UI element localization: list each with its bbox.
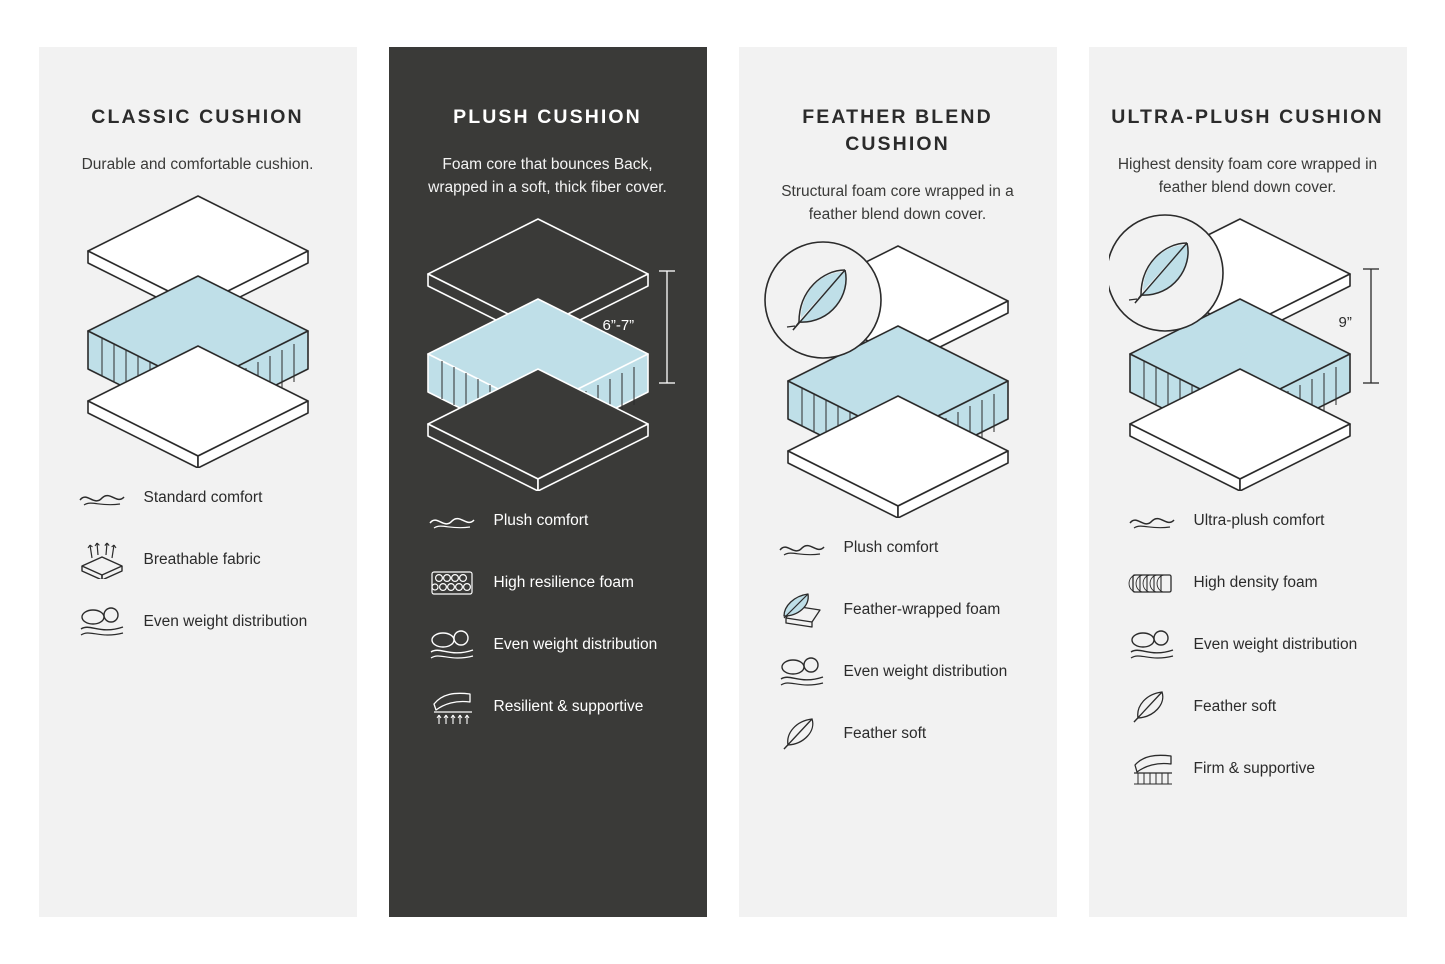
wave-icon [76,478,128,518]
feature-item [776,652,1020,692]
feature-item [1126,625,1370,665]
card-description: Foam core that bounces Back, wrapped in a soft, thick fiber cover. [428,156,667,196]
firm-support-icon [1126,749,1178,789]
feature-label: Standard comfort [143,489,263,506]
card-title: FEATHER BLEND CUSHION [802,106,993,155]
feature-item [1126,749,1370,789]
breathable-fabric-icon [76,540,128,580]
weight-distribution-icon [76,602,128,642]
feature-label: Resilient & supportive [493,698,644,715]
cushion-diagram-classic [59,188,337,468]
feather-badge [765,242,881,358]
card-description: Highest density foam core wrapped in feather blend down cover. [1117,156,1378,196]
feature-label: Firm & supportive [1193,760,1315,777]
wave-icon [776,528,828,568]
feature-list [776,528,1020,754]
card-title: PLUSH CUSHION [453,106,642,128]
feature-list [1126,501,1370,789]
feature-label: Feather soft [843,725,927,742]
feature-label: High density foam [1193,574,1318,591]
feature-list [426,501,670,727]
feature-label: Even weight distribution [493,636,658,653]
card-description: Structural foam core wrapped in a feather blend down cover. [781,183,1014,223]
feature-label: Feather-wrapped foam [843,601,1001,618]
feather-badge [1109,215,1223,331]
feature-item [76,478,320,518]
card-title: ULTRA-PLUSH CUSHION [1111,106,1384,128]
feature-label: Breathable fabric [143,551,261,568]
dimension-label: 9” [1338,314,1352,331]
weight-distribution-icon [426,625,478,665]
card-ultra-plush-cushion [1089,47,1407,917]
feature-item [426,687,670,727]
high-density-foam-icon [1126,563,1178,603]
card-feather-blend-cushion [739,47,1057,917]
feature-label: Plush comfort [493,512,589,529]
feather-icon [1126,687,1178,727]
cushion-diagram-feather-blend [759,238,1037,518]
feature-list [76,478,320,642]
card-description: Durable and comfortable cushion. [81,156,314,173]
resilient-support-icon [426,687,478,727]
card-plush-cushion [389,47,707,917]
cushion-diagram-plush [409,211,687,491]
honeycomb-foam-icon [426,563,478,603]
weight-distribution-icon [1126,625,1178,665]
feather-icon [776,714,828,754]
card-classic-cushion [39,47,357,917]
feature-label: Even weight distribution [843,663,1008,680]
feature-item [426,563,670,603]
feature-label: Plush comfort [843,539,939,556]
cushion-diagram-ultra-plush [1109,211,1387,491]
feature-item [1126,563,1370,603]
card-title: CLASSIC CUSHION [91,106,304,128]
wave-icon [426,501,478,541]
feature-item [776,590,1020,630]
feature-item [76,540,320,580]
feature-label: Feather soft [1193,698,1277,715]
feature-label: High resilience foam [493,574,634,591]
feature-item [776,714,1020,754]
wave-icon [1126,501,1178,541]
dimension-label: 6”-7” [602,317,635,334]
feature-label: Even weight distribution [1193,636,1358,653]
feature-item [1126,687,1370,727]
feature-item [426,501,670,541]
feature-label: Even weight distribution [143,613,308,630]
feature-item [1126,501,1370,541]
feather-wrapped-foam-icon [776,590,828,630]
feature-item [76,602,320,642]
feature-item [426,625,670,665]
weight-distribution-icon [776,652,828,692]
feature-item [776,528,1020,568]
feature-label: Ultra-plush comfort [1193,512,1325,529]
